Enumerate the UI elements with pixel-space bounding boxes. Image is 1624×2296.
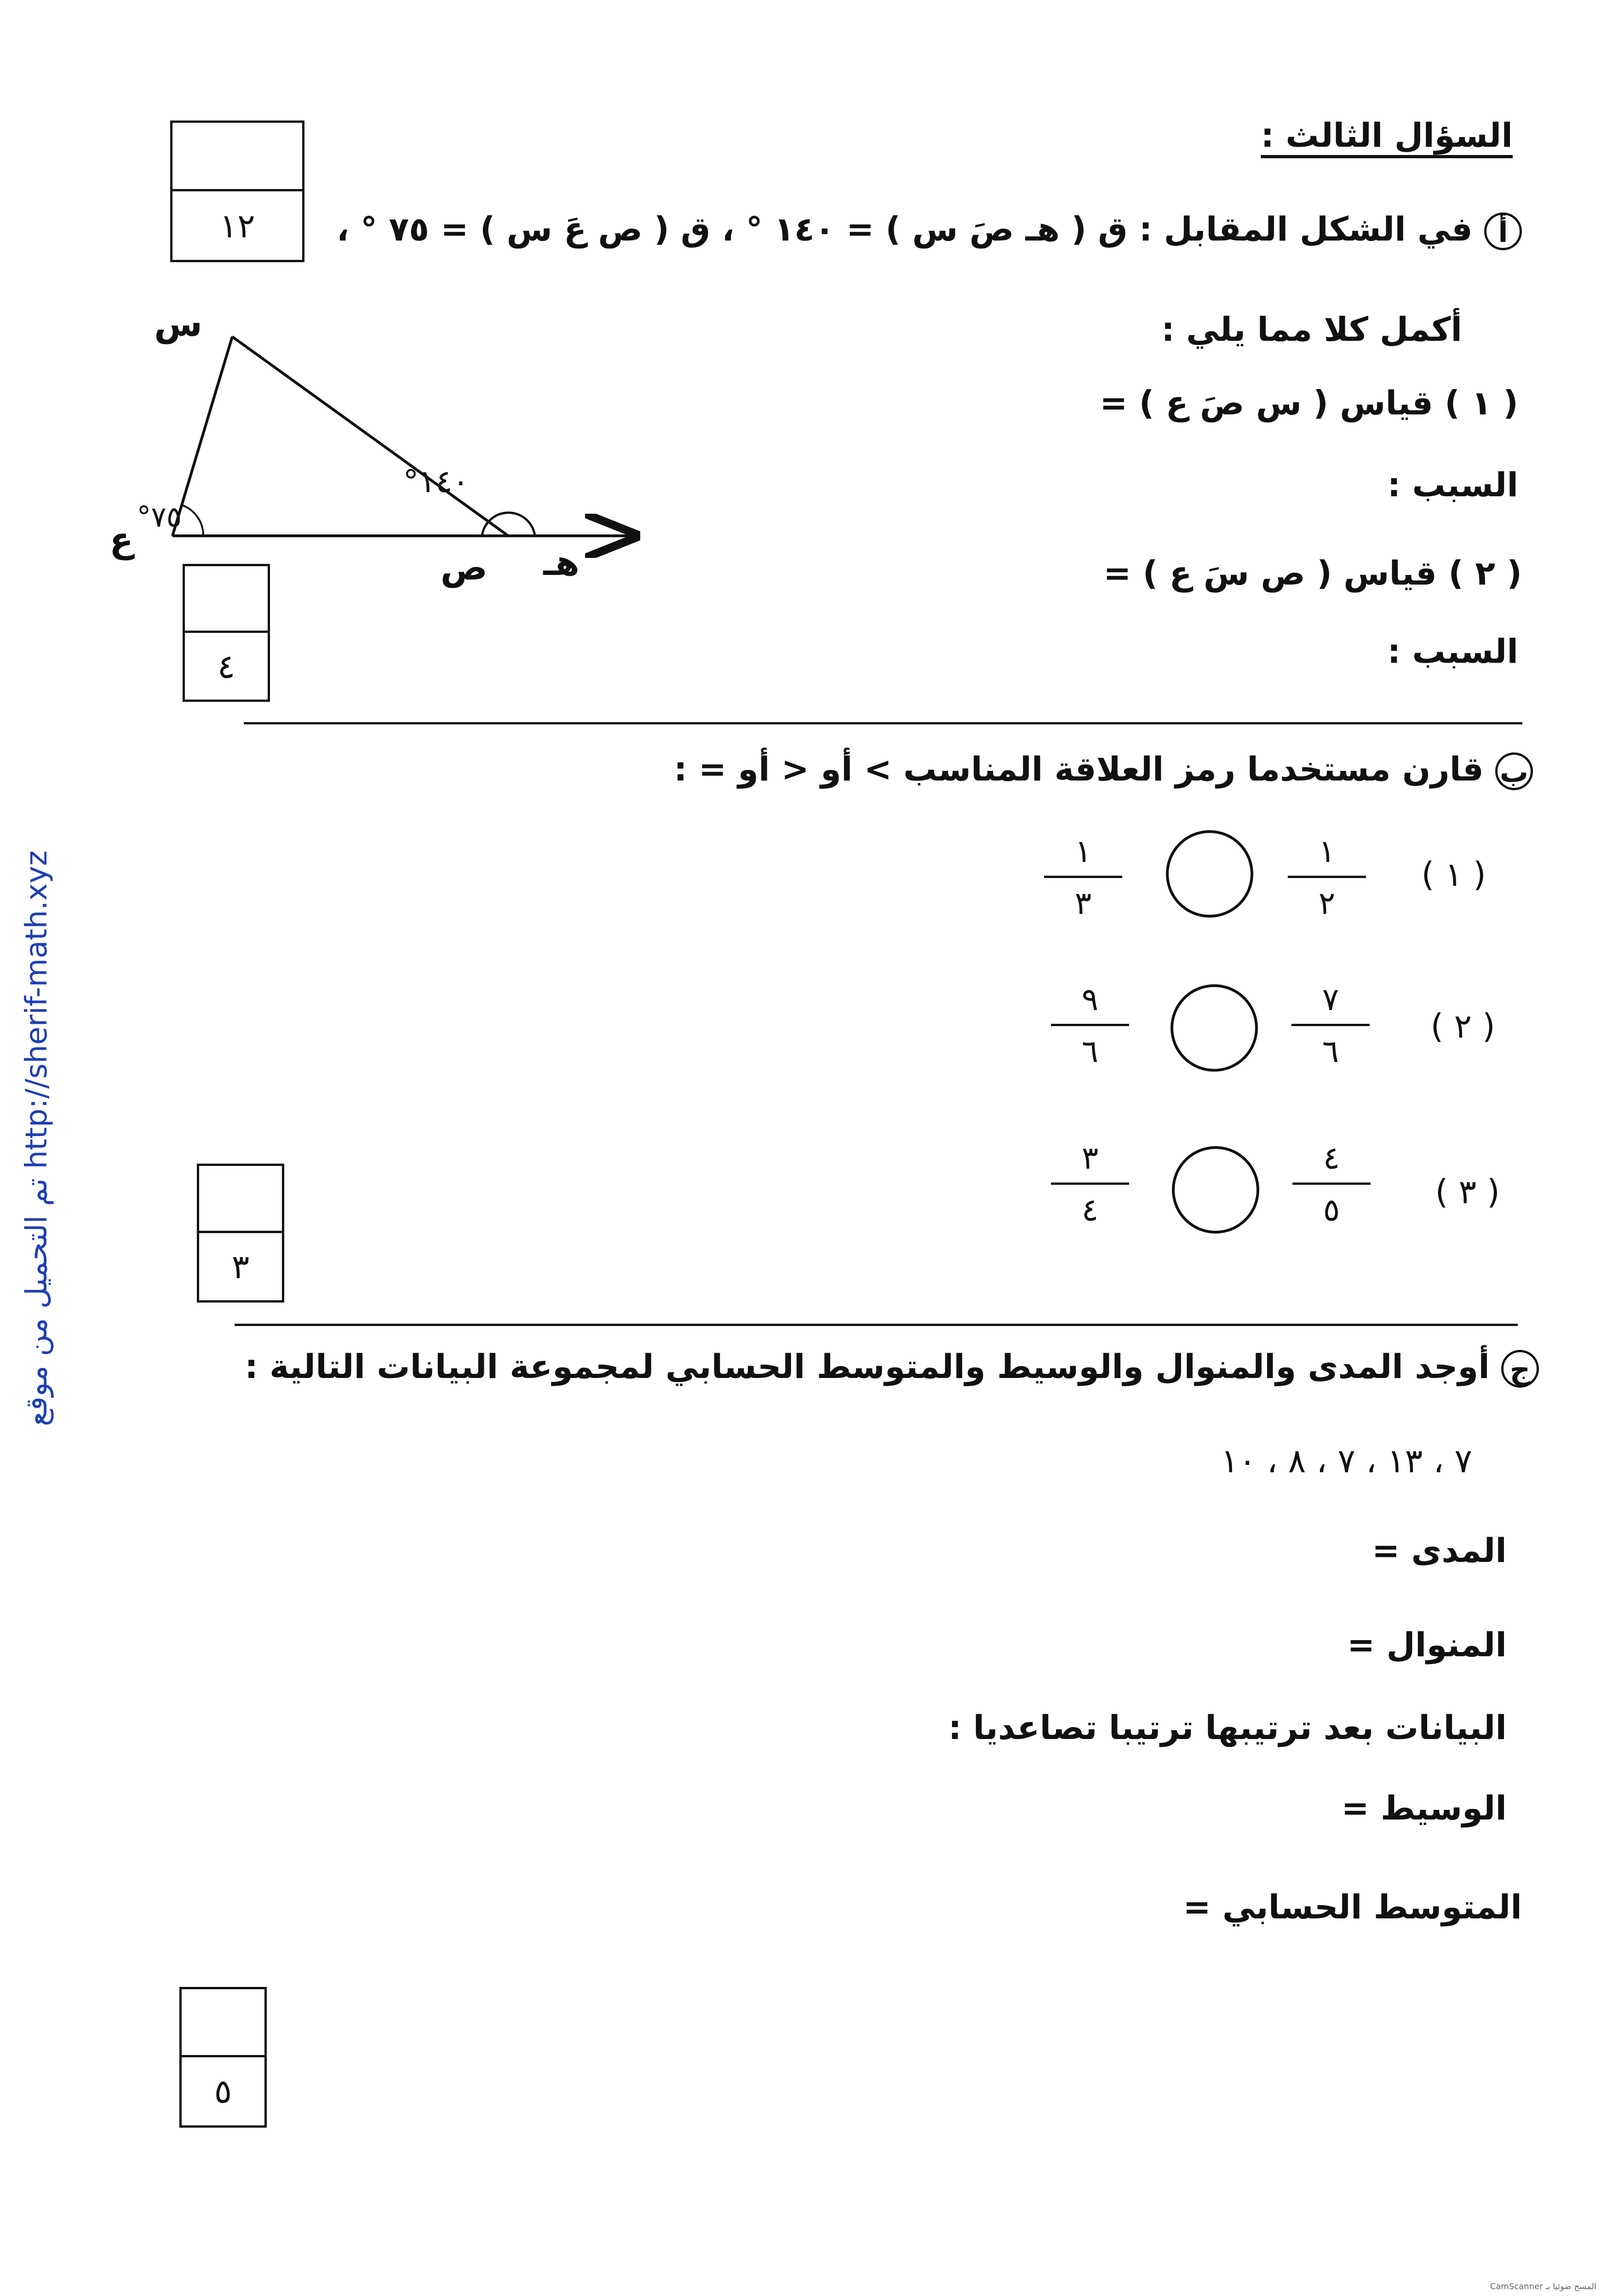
part-c-instruction: أوجد المدى والمنوال والوسيط والمتوسط الحسابي لمجموعة البيانات التالية :: [245, 1347, 1490, 1386]
range-line: المدى =: [1372, 1531, 1507, 1570]
watermark-text: تم التحميل من موقع http://sherif-math.xyz: [20, 850, 54, 1426]
part-a-item-1: ( ١ ) قياس ( س صَ ع ) =: [1100, 384, 1518, 422]
data-set: ٧ ، ١٣ ، ٧ ، ٨ ، ١٠: [1221, 1441, 1472, 1480]
fraction-left-2: ٧ ٦: [1291, 984, 1370, 1073]
part-a-reason-1: السبب :: [1387, 465, 1518, 504]
vertex-label-ain: ع: [109, 519, 133, 560]
median-line: الوسيط =: [1341, 1789, 1507, 1827]
compare-circle-3[interactable]: [1172, 1146, 1259, 1234]
score-value: ٥: [214, 2072, 232, 2111]
part-a-marker: أ: [1484, 212, 1522, 250]
angle-label-75: ٧٥°: [137, 500, 182, 534]
compare-circle-1[interactable]: [1166, 830, 1253, 918]
part-b-instruction: قارن مستخدما رمز العلاقة المناسب > أو < أو = :: [674, 750, 1484, 788]
mode-line: المنوال =: [1347, 1625, 1507, 1664]
fraction-right-2: ٩ ٦: [1051, 984, 1129, 1073]
sorted-line: البيانات بعد ترتيبها ترتيبا تصاعديا :: [948, 1708, 1507, 1747]
part-b-marker: ب: [1495, 752, 1533, 790]
compare-label-3: ( ٣ ): [1435, 1172, 1500, 1211]
score-box-part-a-figure: [183, 564, 270, 702]
score-value: ١٢: [219, 206, 255, 245]
fraction-left-1: ١ ٢: [1288, 836, 1366, 925]
vertex-label-sad: ص: [440, 547, 488, 588]
score-value: ٣: [231, 1247, 250, 1286]
part-a-reason-2: السبب :: [1387, 632, 1518, 671]
question-heading: السؤال الثالث :: [1261, 116, 1513, 155]
separator-line: [235, 1324, 1518, 1326]
part-c-marker: ج: [1501, 1350, 1539, 1388]
ray-label-ha: هـ: [543, 542, 580, 583]
triangle-figure: [109, 294, 625, 588]
part-a-instruction: أكمل كلا مما يلي :: [1161, 310, 1462, 349]
part-c-instruction-row: [245, 1347, 1539, 1388]
fraction-left-3: ٤ ٥: [1292, 1143, 1371, 1232]
vertex-label-s: س: [154, 303, 202, 344]
score-box-part-c: [179, 1987, 267, 2128]
score-box-part-b: [197, 1164, 284, 1303]
angle-arc-75: [182, 505, 203, 536]
compare-label-2: ( ٢ ): [1430, 1007, 1495, 1045]
part-a-given: [337, 212, 1522, 250]
score-box-part-a: [170, 121, 304, 262]
part-a-given-text: في الشكل المقابل : ق ( هـ صَ س ) = ١٤٠ ° ، ق ( ص عَ س ) = ٧٥ ° ،: [336, 210, 1473, 248]
mean-line: المتوسط الحسابي =: [1183, 1888, 1522, 1926]
download-watermark: [9, 828, 64, 1449]
compare-circle-2[interactable]: [1171, 984, 1258, 1072]
score-value: ٤: [217, 647, 235, 686]
side-s-sad: [232, 337, 508, 536]
fraction-right-1: ١ ٣: [1044, 836, 1122, 925]
scanner-stamp: المسح ضوئيا بـ CamScanner: [1490, 2282, 1596, 2291]
part-a-item-2: ( ٢ ) قياس ( ص سَ ع ) =: [1103, 554, 1522, 592]
part-b-instruction-row: [674, 752, 1533, 790]
separator-line: [244, 722, 1522, 724]
fraction-right-3: ٣ ٤: [1051, 1143, 1129, 1232]
angle-label-140: ١٤٠°: [403, 464, 469, 500]
compare-label-1: ( ١ ): [1421, 855, 1486, 894]
